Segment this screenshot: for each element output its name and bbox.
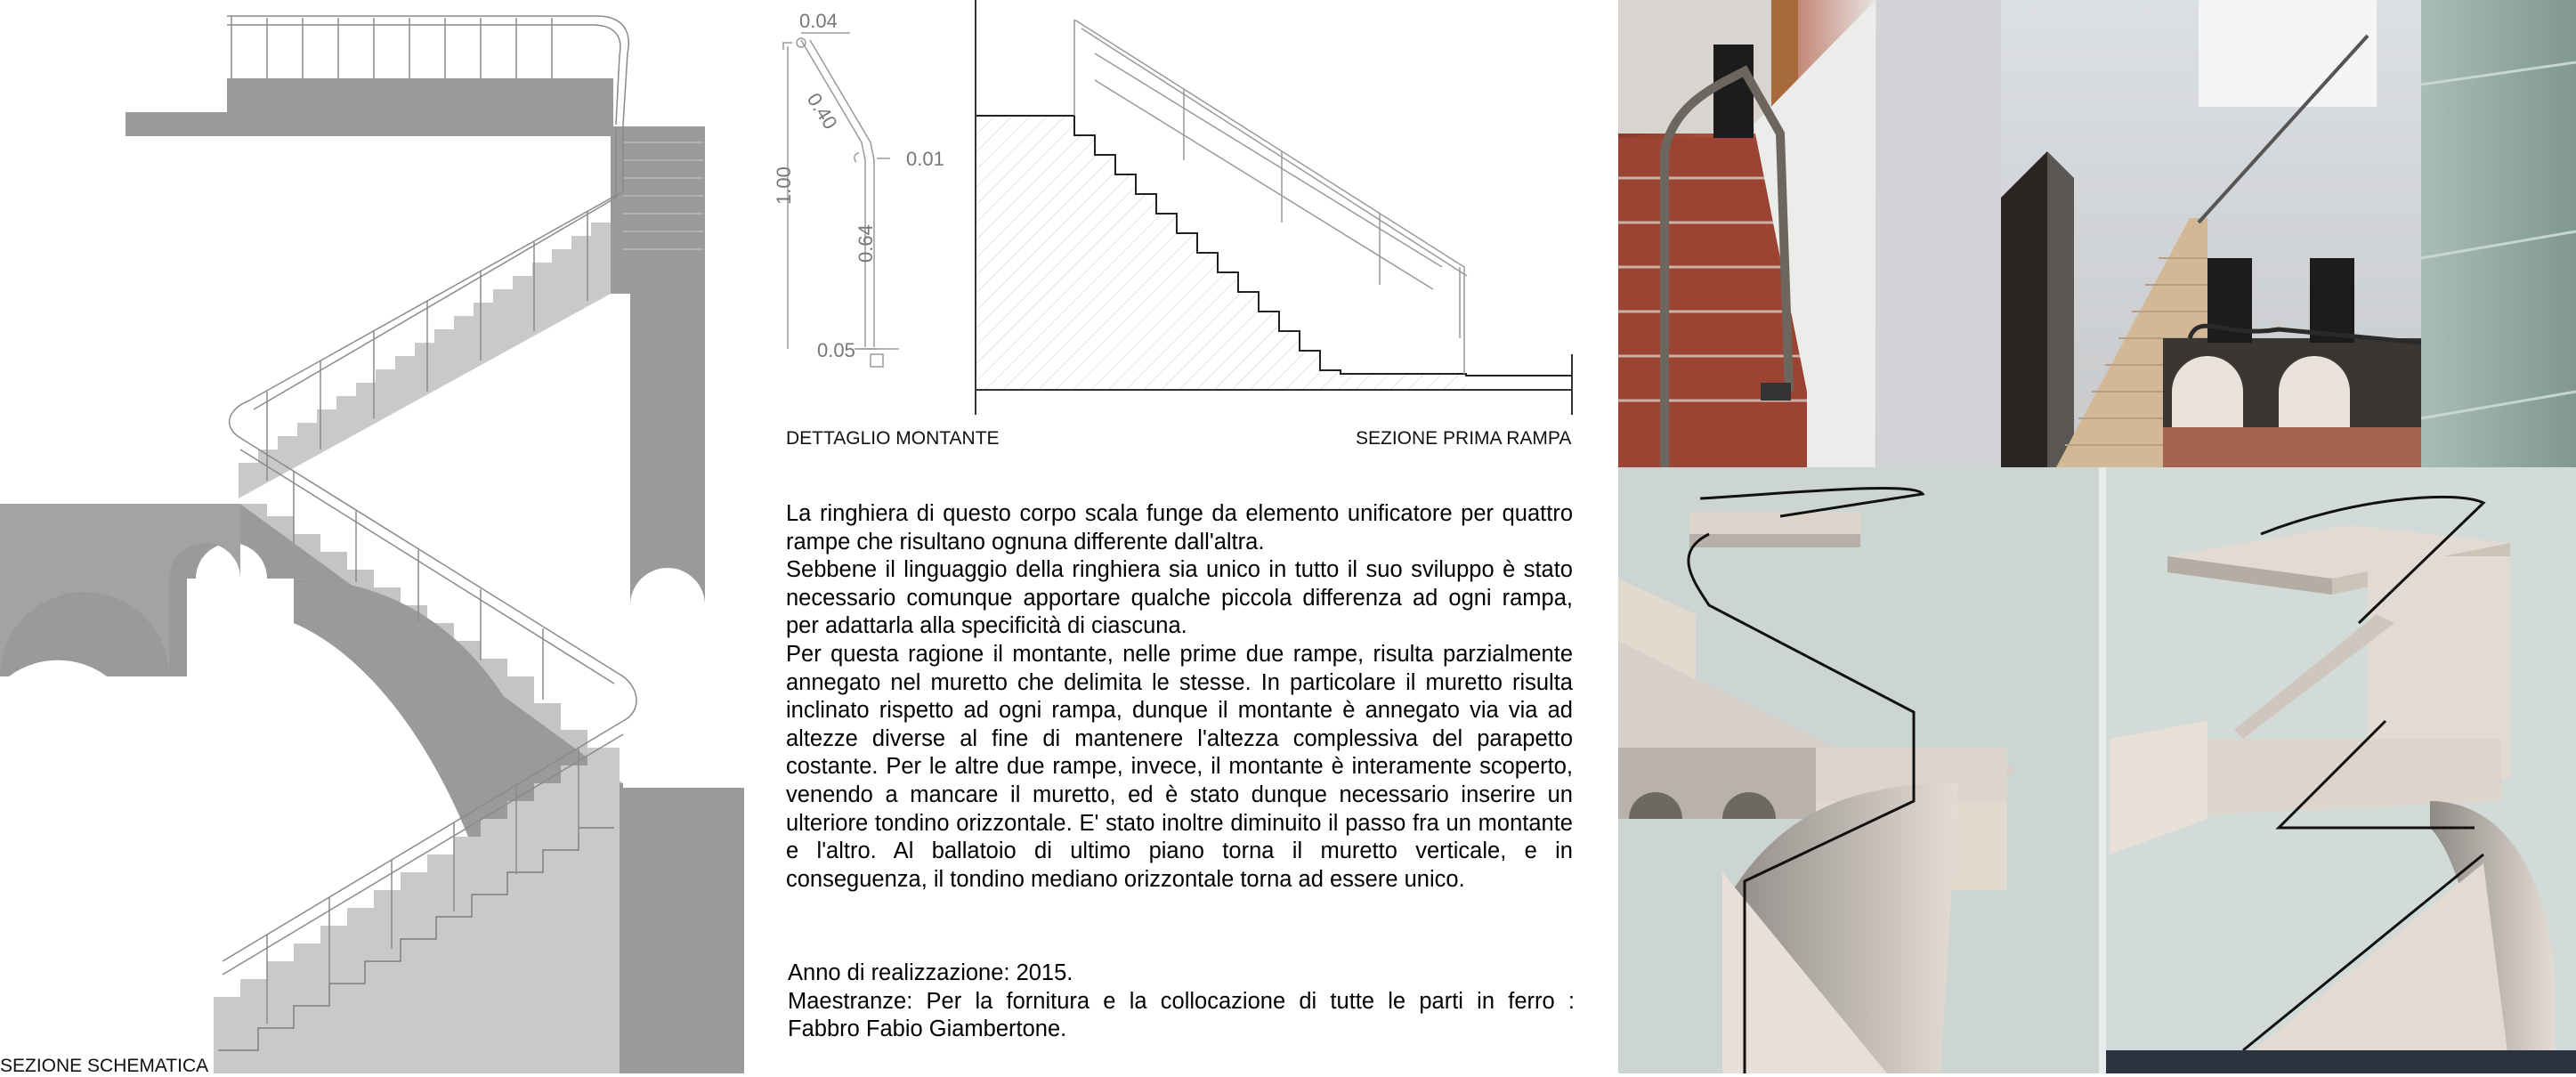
dimension-base-offset: 0.05	[817, 339, 855, 361]
dimension-slanted-segment: 0.40	[802, 89, 842, 134]
year-of-construction: Anno di realizzazione: 2015.	[788, 960, 1073, 985]
smith-name: Fabbro Fabio Giambertone.	[788, 1016, 1067, 1042]
first-ramp-section-label: SEZIONE PRIMA RAMPA	[1356, 428, 1572, 449]
render-view-1	[1618, 467, 2106, 1073]
post-detail-label: DETTAGLIO MONTANTE	[786, 428, 1000, 449]
credits-block	[788, 960, 1575, 1044]
post-detail-drawing	[783, 33, 899, 367]
photo-stair-handrail	[1618, 0, 1875, 467]
description-text	[786, 500, 1573, 894]
description-paragraph-2: Sebbene il linguaggio della ringhiera sia unico in tutto il suo sviluppo è stato necessario comunque apportare qualche piccola differenza ad ogni rampa, per adattarla alla specificità di ciascuna.	[786, 557, 1573, 639]
schematic-section-drawing	[0, 16, 744, 1073]
render-view-2	[2106, 467, 2576, 1073]
first-ramp-section-drawing	[976, 0, 1572, 415]
schematic-section-label: SEZIONE SCHEMATICA	[0, 1056, 209, 1076]
dimension-bend-offset: 0.01	[906, 148, 944, 170]
photo-stairwell	[1875, 0, 2576, 467]
description-paragraph-1: La ringhiera di questo corpo scala funge da elemento unificatore per quattro rampe che risultano ognuna differente dall'altra.	[786, 501, 1573, 555]
description-paragraph-3: Per questa ragione il montante, nelle prime due rampe, risulta parzialmente annegato nel muretto che delimita le stesse. In particolare il muretto risulta inclinato rispetto ad ogni rampa, dunque il montante è annegato via via ad altezze diverse al fine di mantenere l'altezza complessiva del parapetto costante. Per le altre due rampe, invece, il montante è interamente scoperto, venendo a mancare il muretto, ed è stato dunque necessario inserire un ulteriore tondino orizzontale. E' stato inoltre diminuito il passo fra un montante e l'altro. Al ballatoio di ultimo piano torna il muretto verticale, e in conseguenza, il tondino mediano orizzontale torna ad essere unico.	[786, 641, 1573, 892]
workers-line: Maestranze: Per la fornitura e la collocazione di tutte le parti in ferro :	[788, 988, 1575, 1014]
dimension-vertical-segment: 0.64	[855, 224, 877, 263]
dimension-top-offset: 0.04	[799, 10, 838, 32]
dimension-total-height: 1.00	[773, 166, 795, 205]
